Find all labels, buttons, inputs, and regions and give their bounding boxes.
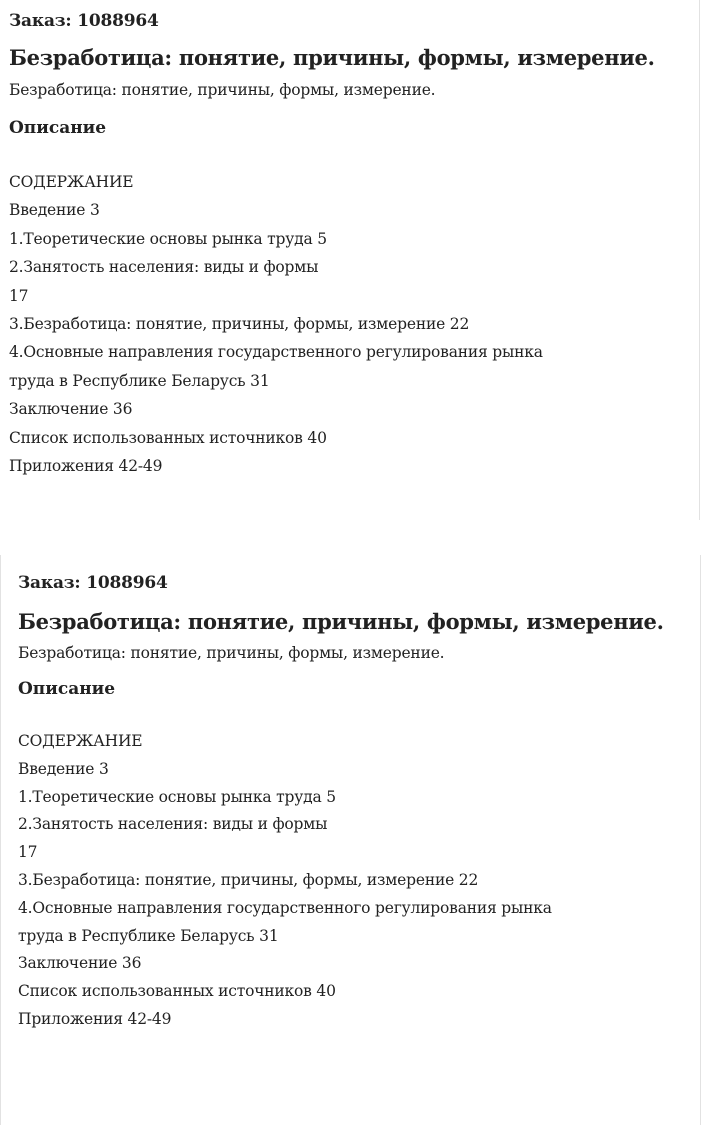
table-of-contents bbox=[18, 728, 700, 1034]
toc-item: Приложения 42-49 bbox=[9, 457, 163, 476]
toc-item: 17 bbox=[18, 843, 38, 862]
toc-item: Введение 3 bbox=[18, 759, 109, 778]
toc-item: Заключение 36 bbox=[18, 954, 142, 973]
order-number: Заказ: 1088964 bbox=[18, 573, 168, 593]
page-title: Безработица: понятие, причины, формы, измерение. bbox=[18, 609, 664, 634]
order-card-bottom bbox=[0, 555, 701, 1125]
toc-item: Введение 3 bbox=[9, 201, 100, 220]
toc-item: 2.Занятость населения: виды и формы bbox=[9, 258, 319, 277]
table-of-contents bbox=[9, 168, 699, 480]
toc-item: 2.Занятость населения: виды и формы bbox=[18, 815, 328, 834]
toc-item: 4.Основные направления государственного регулирования рынка bbox=[9, 343, 543, 362]
page-subtitle: Безработица: понятие, причины, формы, измерение. bbox=[18, 644, 445, 662]
order-card-top bbox=[0, 0, 700, 520]
toc-item: труда в Республике Беларусь 31 bbox=[18, 926, 279, 945]
toc-item: 1.Теоретические основы рынка труда 5 bbox=[9, 229, 327, 248]
toc-item: Приложения 42-49 bbox=[18, 1009, 172, 1028]
toc-item: Список использованных источников 40 bbox=[9, 428, 327, 447]
toc-item: 17 bbox=[9, 286, 29, 305]
toc-item: 4.Основные направления государственного регулирования рынка bbox=[18, 898, 552, 917]
toc-item: 3.Безработица: понятие, причины, формы, измерение 22 bbox=[18, 870, 479, 889]
toc-item: Заключение 36 bbox=[9, 400, 133, 419]
toc-item: 3.Безработица: понятие, причины, формы, измерение 22 bbox=[9, 315, 470, 334]
order-number: Заказ: 1088964 bbox=[9, 11, 159, 31]
description-heading: Описание bbox=[9, 118, 107, 138]
page-subtitle: Безработица: понятие, причины, формы, измерение. bbox=[9, 81, 436, 99]
toc-heading: СОДЕРЖАНИЕ bbox=[9, 173, 134, 191]
toc-item: 1.Теоретические основы рынка труда 5 bbox=[18, 787, 336, 806]
page-title: Безработица: понятие, причины, формы, измерение. bbox=[9, 45, 655, 70]
description-heading: Описание bbox=[18, 679, 116, 699]
toc-heading: СОДЕРЖАНИЕ bbox=[18, 732, 143, 750]
toc-item: труда в Республике Беларусь 31 bbox=[9, 371, 270, 390]
toc-item: Список использованных источников 40 bbox=[18, 982, 336, 1001]
